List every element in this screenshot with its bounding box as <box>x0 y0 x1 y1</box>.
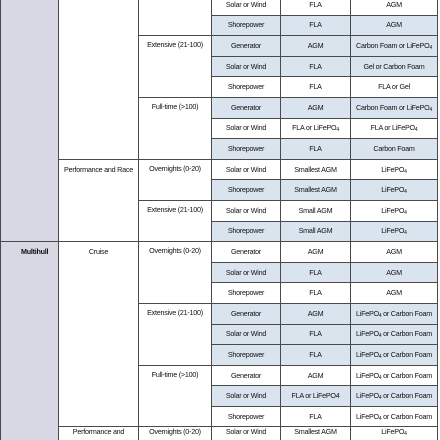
usage-cell: Overnights (0-20) <box>139 427 212 440</box>
house-bank-text: LiFePO <box>356 370 379 380</box>
subscript: 4 <box>404 209 407 216</box>
house-bank-cell: Carbon Foam <box>351 139 438 160</box>
usage-cell: Extensive (21-100) <box>139 36 212 98</box>
house-bank-cell <box>351 406 438 427</box>
house-bank-text: LiFePO <box>381 164 405 174</box>
house-bank-text: LiFePO <box>356 391 379 401</box>
house-bank-text: LiFePO <box>356 349 379 359</box>
power-source-cell: Shorepower <box>212 221 281 242</box>
power-source-cell: Shorepower <box>212 77 281 98</box>
start-battery-cell: AGM <box>281 303 351 324</box>
house-bank-cell: Gel or Carbon Foam <box>351 56 438 77</box>
power-source-cell: Shorepower <box>212 283 281 304</box>
boat-style-cell: Performance and Race <box>59 159 139 241</box>
house-bank-cell: AGM <box>351 283 438 304</box>
start-battery-cell: FLA <box>281 139 351 160</box>
start-battery-cell: AGM <box>281 242 351 263</box>
house-bank-cell <box>351 180 438 201</box>
subscript: 4 <box>429 45 432 52</box>
table-row <box>1 427 438 440</box>
usage-cell <box>139 0 212 36</box>
house-bank-text: LiFePO <box>356 308 379 318</box>
subscript: 4 <box>378 333 382 340</box>
start-battery-cell: FLA <box>281 56 351 77</box>
house-bank-text-tail: or Carbon Foam <box>381 411 432 421</box>
house-bank-text: LiFePO <box>381 185 405 195</box>
house-bank-text: LiFePO <box>381 427 405 437</box>
house-bank-cell <box>351 97 438 118</box>
house-bank-cell: FLA or Gel <box>351 77 438 98</box>
start-battery-cell: Smallest AGM <box>281 427 351 440</box>
power-source-cell: Shorepower <box>212 345 281 366</box>
start-battery-cell: FLA <box>281 345 351 366</box>
boat-style-cell: Cruise <box>59 242 139 427</box>
power-source-cell: Shorepower <box>212 15 281 36</box>
power-source-cell: Solar or Wind <box>212 56 281 77</box>
hull-type-cell <box>1 0 59 242</box>
start-battery-cell <box>281 118 351 139</box>
start-battery-cell: Smallest AGM <box>281 180 351 201</box>
power-source-cell: Shorepower <box>212 180 281 201</box>
house-bank-cell: AGM <box>351 15 438 36</box>
house-bank-text-tail: or Carbon Foam <box>381 391 432 401</box>
house-bank-text-tail: or Carbon Foam <box>381 308 432 318</box>
subscript: 4 <box>378 415 382 422</box>
power-source-cell: Generator <box>212 242 281 263</box>
power-source-cell: Solar or Wind <box>212 386 281 407</box>
house-bank-cell: AGM <box>351 0 438 15</box>
house-bank-cell <box>351 118 438 139</box>
table-row <box>1 159 438 180</box>
subscript: 4 <box>378 353 382 360</box>
start-battery-cell: FLA <box>281 0 351 15</box>
house-bank-cell: AGM <box>351 242 438 263</box>
power-source-cell: Generator <box>212 97 281 118</box>
house-bank-cell <box>351 427 438 440</box>
start-battery-text: FLA or LiFePO <box>292 123 337 133</box>
house-bank-text: LiFePO <box>381 205 405 215</box>
house-bank-text: LiFePO <box>356 329 379 339</box>
house-bank-cell <box>351 200 438 221</box>
subscript: 4 <box>404 168 407 175</box>
house-bank-text-tail: or Carbon Foam <box>381 349 432 359</box>
start-battery-cell: Small AGM <box>281 221 351 242</box>
start-battery-cell: AGM <box>281 365 351 386</box>
house-bank-text: Carbon Foam or LiFePO <box>356 102 430 112</box>
usage-cell: Extensive (21-100) <box>139 200 212 241</box>
power-source-cell: Solar or Wind <box>212 324 281 345</box>
house-bank-cell <box>351 386 438 407</box>
subscript: 4 <box>378 395 382 402</box>
start-battery-cell: AGM <box>281 36 351 57</box>
house-bank-cell <box>351 36 438 57</box>
usage-cell: Full-time (>100) <box>139 97 212 159</box>
start-battery-cell: FLA <box>281 262 351 283</box>
house-bank-text-tail: or Carbon Foam <box>381 329 432 339</box>
power-source-cell: Solar or Wind <box>212 200 281 221</box>
start-battery-cell: FLA <box>281 406 351 427</box>
house-bank-cell <box>351 324 438 345</box>
table-row <box>1 242 438 263</box>
subscript: 4 <box>336 127 339 134</box>
hull-type-cell: Multihull <box>1 242 59 440</box>
power-source-cell: Solar or Wind <box>212 118 281 139</box>
boat-style-cell <box>59 0 139 159</box>
power-source-cell: Shorepower <box>212 406 281 427</box>
house-bank-text: Carbon Foam or LiFePO <box>356 41 430 51</box>
usage-cell: Overnights (0-20) <box>139 159 212 200</box>
house-bank-text: FLA or LiFePO <box>370 123 415 133</box>
start-battery-cell: AGM <box>281 97 351 118</box>
house-bank-cell <box>351 365 438 386</box>
house-bank-text: LiFePO <box>381 226 405 236</box>
start-battery-cell: FLA <box>281 324 351 345</box>
table-row <box>1 0 438 15</box>
subscript: 4 <box>404 230 407 237</box>
power-source-cell: Generator <box>212 365 281 386</box>
power-source-cell: Shorepower <box>212 139 281 160</box>
subscript: 4 <box>378 374 382 381</box>
usage-cell: Extensive (21-100) <box>139 303 212 365</box>
subscript: 4 <box>414 127 418 134</box>
start-battery-cell: FLA or LiFePO4 <box>281 386 351 407</box>
power-source-cell: Solar or Wind <box>212 262 281 283</box>
house-bank-text-tail: or Carbon Foam <box>381 370 432 380</box>
house-bank-cell <box>351 159 438 180</box>
power-source-cell: Generator <box>212 36 281 57</box>
subscript: 4 <box>429 106 432 113</box>
start-battery-cell: Small AGM <box>281 200 351 221</box>
power-source-cell: Solar or Wind <box>212 427 281 440</box>
usage-cell: Full-time (>100) <box>139 365 212 427</box>
start-battery-cell: FLA <box>281 283 351 304</box>
boat-style-cell: Performance and <box>59 427 139 440</box>
power-source-cell: Generator <box>212 303 281 324</box>
subscript: 4 <box>378 312 382 319</box>
house-bank-cell: AGM <box>351 262 438 283</box>
usage-cell: Overnights (0-20) <box>139 242 212 304</box>
house-bank-cell <box>351 221 438 242</box>
subscript: 4 <box>404 189 407 196</box>
start-battery-cell: FLA <box>281 15 351 36</box>
power-source-cell: Solar or Wind <box>212 0 281 15</box>
power-source-cell: Solar or Wind <box>212 159 281 180</box>
subscript: 4 <box>404 431 407 438</box>
start-battery-cell: Smallest AGM <box>281 159 351 180</box>
house-bank-text: LiFePO <box>356 411 379 421</box>
house-bank-cell <box>351 345 438 366</box>
house-bank-cell <box>351 303 438 324</box>
start-battery-cell: FLA <box>281 77 351 98</box>
